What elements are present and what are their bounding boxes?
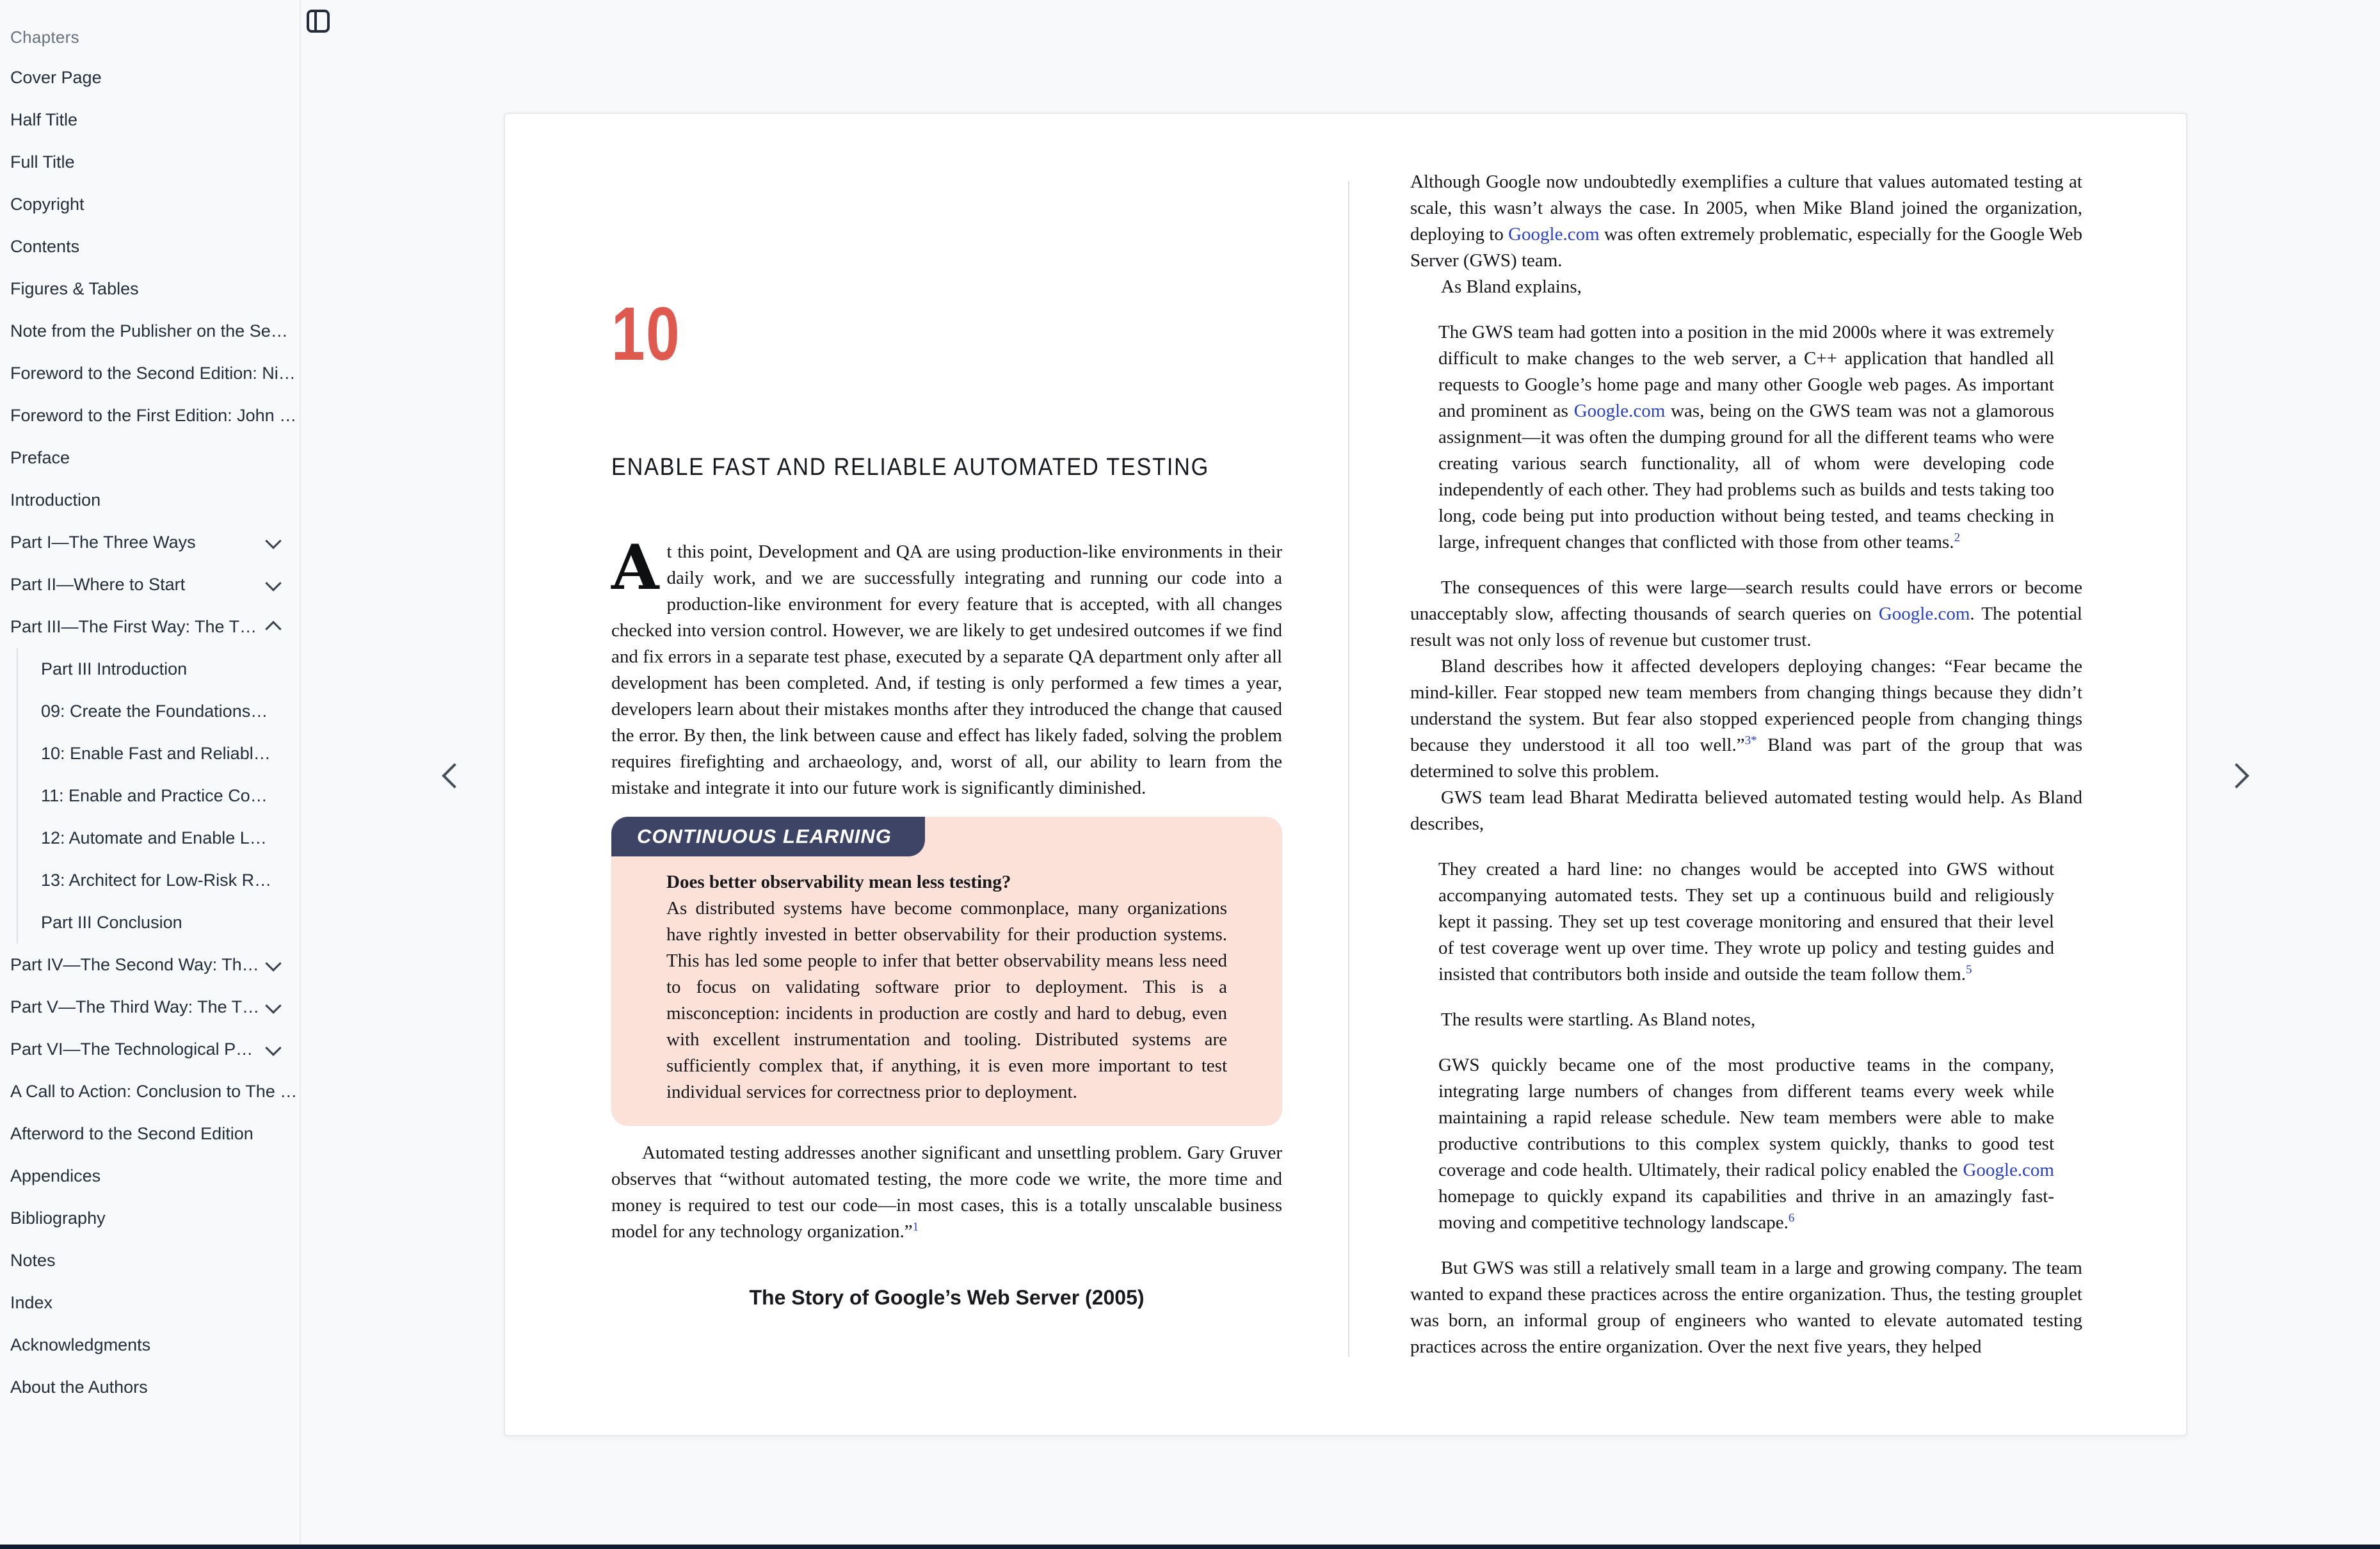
sidebar-item-label: Contents xyxy=(10,236,80,256)
chapter-number: 10 xyxy=(611,292,681,376)
sidebar-item[interactable] xyxy=(0,1112,300,1155)
sidebar-item[interactable] xyxy=(17,732,300,774)
sidebar-item[interactable] xyxy=(0,141,300,183)
sidebar-item[interactable] xyxy=(0,225,300,268)
chapters-sidebar xyxy=(0,0,301,1545)
chevron-down-icon xyxy=(265,1039,281,1055)
sidebar-item[interactable] xyxy=(0,1155,300,1197)
googlecom-link[interactable]: Google.com xyxy=(1963,1160,2054,1180)
chevron-down-icon xyxy=(265,955,281,971)
sidebar-item[interactable] xyxy=(0,183,300,225)
bottom-bar xyxy=(0,1545,2380,1549)
next-page-button[interactable] xyxy=(2217,757,2256,795)
sidebar-item[interactable] xyxy=(0,986,300,1028)
sidebar-item[interactable] xyxy=(0,352,300,394)
sidebar-item[interactable] xyxy=(0,1281,300,1324)
footnote-ref[interactable]: 6 xyxy=(1788,1211,1795,1225)
sidebar-item-label: Afterword to the Second Edition xyxy=(10,1123,253,1143)
page-right-column xyxy=(1410,169,2082,1360)
sidebar-item[interactable] xyxy=(0,1324,300,1366)
sidebar-item[interactable] xyxy=(0,606,300,648)
sidebar-item-label: 12: Automate and Enable L… xyxy=(41,828,267,847)
sidebar-item-label: Acknowledgments xyxy=(10,1335,151,1354)
continuous-learning-box xyxy=(611,817,1282,1126)
sidebar-item-label: About the Authors xyxy=(10,1377,148,1397)
book-page-card xyxy=(504,113,2187,1436)
sidebar-item-label: Half Title xyxy=(10,109,78,129)
chevron-up-icon xyxy=(265,621,281,637)
sidebar-item-label: Note from the Publisher on the Se… xyxy=(10,321,288,341)
body-paragraph: But GWS was still a relatively small team in a large and growing company. The team wanted to expand these practices across the entire organization. Thus, the testing grouplet was born, an informal group of engineers who wanted to elevate automated testing practices across the entire organization. Over the next five years, they helped xyxy=(1410,1258,2082,1357)
chevron-down-icon xyxy=(265,997,281,1013)
sidebar-item-label: Appendices xyxy=(10,1166,101,1185)
sidebar-item-label: Bibliography xyxy=(10,1208,106,1228)
panel-left-icon xyxy=(307,10,330,33)
sidebar-item-label: Copyright xyxy=(10,194,84,214)
page-left-column xyxy=(611,114,1282,1327)
drop-cap: A xyxy=(611,531,659,604)
sidebar-item[interactable] xyxy=(0,479,300,521)
googlecom-link[interactable]: Google.com xyxy=(1508,224,1600,245)
sidebar-item[interactable] xyxy=(17,859,300,901)
sidebar-item[interactable] xyxy=(0,521,300,563)
footnote-ref[interactable]: 2 xyxy=(1954,531,1961,545)
sidebar-item-label: 13: Architect for Low-Risk R… xyxy=(41,870,272,890)
body-paragraph: As Bland explains, xyxy=(1441,277,1582,297)
body-paragraph: The consequences of this were large—search results could have errors or become unacceptably slow, affecting thousands of search queries on Google.com. The potential result was not only loss of revenue but customer trust. xyxy=(1410,577,2082,650)
sidebar-item-label: Part V—The Third Way: The T… xyxy=(10,997,260,1016)
section-heading: The Story of Google’s Web Server (2005) xyxy=(749,1286,1145,1309)
continuous-learning-label: CONTINUOUS LEARNING xyxy=(611,817,925,856)
callout-heading: Does better observability mean less testing? xyxy=(666,872,1011,892)
sidebar-item[interactable] xyxy=(17,901,300,943)
sidebar-item-label: Part III Conclusion xyxy=(41,912,182,932)
body-paragraph: At this point, Development and QA are using production-like environments in their daily work, and we are successfully integrating and running our code into a production-like environment for every feature that is accepted, with all changes checked into version control. However, we are likely to get undesired outcomes if we find and fix errors in a separate test phase, executed by a separate QA department only after all development has been completed. And, if testing is only performed a few times a year, developers learn about their mistakes months after they introduced the change that caused the error. By then, the link between cause and effect has likely faded, solving the problem requires firefighting and archaeology, and, worst of all, our ability to learn from the mistake and integrate it into our future work is significantly diminished. xyxy=(611,531,1282,798)
sidebar-item-label: A Call to Action: Conclusion to The … xyxy=(10,1081,298,1101)
sidebar-item[interactable] xyxy=(17,648,300,690)
sidebar-item[interactable] xyxy=(0,394,300,437)
sidebar-item[interactable] xyxy=(17,774,300,817)
sidebar-item[interactable] xyxy=(0,943,300,986)
sidebar-item-label: Full Title xyxy=(10,152,75,172)
sidebar-item-label: 09: Create the Foundations… xyxy=(41,701,268,721)
sidebar-item[interactable] xyxy=(0,1028,300,1070)
sidebar-item[interactable] xyxy=(0,268,300,310)
chapter-title: ENABLE FAST AND RELIABLE AUTOMATED TESTING xyxy=(611,454,1210,481)
sidebar-item-label: Part II—Where to Start xyxy=(10,574,186,594)
sidebar-item[interactable] xyxy=(0,437,300,479)
sidebar-item[interactable] xyxy=(0,56,300,99)
sidebar-item[interactable] xyxy=(0,563,300,606)
sidebar-item-label: Part VI—The Technological P… xyxy=(10,1039,253,1059)
sidebar-item-label: Preface xyxy=(10,447,70,467)
sidebar-item[interactable] xyxy=(0,1366,300,1408)
sidebar-item[interactable] xyxy=(0,1197,300,1239)
block-quote: GWS quickly became one of the most productive teams in the company, integrating large numbers of changes from different teams every week while maintaining a rapid release schedule. New team members were able to make productive contributions to this complex system quickly, thanks to good test coverage and code health. Ultimately, their radical policy enabled the Google.com homepage to quickly expand its capabilities and thrive in an amazingly fast-moving and competitive technology landscape.$^6$ xyxy=(1438,1055,2054,1233)
body-paragraph: Automated testing addresses another significant and unsettling problem. Gary Gruver observes that “without automated testing, the more code we write, the more time and money is required to test our code—in most cases, this is a totally unscalable business model for any technology organization.”$^1$ xyxy=(611,1143,1282,1242)
sidebar-item-label: Part III—The First Way: The T… xyxy=(10,616,257,636)
sidebar-item[interactable] xyxy=(0,99,300,141)
chevron-left-icon xyxy=(442,763,467,789)
sidebar-item-label: Cover Page xyxy=(10,67,102,87)
body-paragraph: Bland describes how it affected developers deploying changes: “Fear became the mind-killer. Fear stopped new team members from changing things because they didn’t understand the system. But fear also stopped experienced people from changing things because they understood it all too well.”$^{3*}$ Bland was part of the group that was determined to solve this problem. xyxy=(1410,656,2082,782)
sidebar-item[interactable] xyxy=(0,1239,300,1281)
sidebar-item[interactable] xyxy=(17,690,300,732)
sidebar-item-label: Notes xyxy=(10,1250,56,1270)
footnote-ref[interactable]: 5 xyxy=(1965,963,1972,977)
sidebar-title: Chapters xyxy=(10,27,79,47)
sidebar-item-label: Part III Introduction xyxy=(41,659,188,678)
sidebar-item-label: Foreword to the Second Edition: Ni… xyxy=(10,363,296,383)
sidebar-item[interactable] xyxy=(0,1070,300,1112)
chevron-right-icon xyxy=(2224,763,2249,789)
sidebar-item-label: Figures & Tables xyxy=(10,278,139,298)
sidebar-item-label: 10: Enable Fast and Reliabl… xyxy=(41,743,271,763)
sidebar-item-label: Foreword to the First Edition: John … xyxy=(10,405,297,425)
body-paragraph: The results were startling. As Bland notes, xyxy=(1441,1009,1756,1030)
sidebar-toggle-button[interactable] xyxy=(307,8,334,35)
chevron-down-icon xyxy=(265,575,281,591)
previous-page-button[interactable] xyxy=(435,757,474,795)
chapter-list xyxy=(0,56,300,1408)
body-paragraph: Although Google now undoubtedly exemplifies a culture that values automated testing at scale, this wasn’t always the case. In 2005, when Mike Bland joined the organization, deploying to Google.com was often extremely problematic, especially for the Google Web Server (GWS) team. xyxy=(1410,172,2082,271)
footnote-ref[interactable]: 1 xyxy=(912,1220,919,1234)
block-quote: They created a hard line: no changes would be accepted into GWS without accompanying automated tests. They set up a continuous build and religiously kept it passing. They set up test coverage monitoring and ensured that their level of test coverage went up over time. They wrote up policy and testing guides and insisted that contributors both inside and outside the team follow them.$^5$ xyxy=(1438,859,2054,984)
sidebar-item[interactable] xyxy=(17,817,300,859)
callout-body: As distributed systems have become commonplace, many organizations have rightly invested in better observability for their production systems. This has led some people to infer that better observability means less need to focus on validating software prior to deployment. This is a misconception: incidents in production are costly and hard to debug, even with excellent instrumentation and tooling. Distributed systems are sufficiently complex that, if anything, it is even more important to test individual services for correctness prior to deployment. xyxy=(666,898,1227,1102)
googlecom-link[interactable]: Google.com xyxy=(1573,401,1666,421)
sidebar-item-label: 11: Enable and Practice Co… xyxy=(41,785,268,805)
sidebar-item[interactable] xyxy=(0,310,300,352)
sidebar-item-label: Introduction xyxy=(10,490,101,510)
sidebar-item-label: Index xyxy=(10,1292,53,1312)
column-divider xyxy=(1348,181,1349,1357)
chevron-down-icon xyxy=(265,533,281,549)
body-paragraph: GWS team lead Bharat Mediratta believed automated testing would help. As Bland describes, xyxy=(1410,787,2082,834)
block-quote: The GWS team had gotten into a position in the mid 2000s where it was extremely difficult to make changes to the web server, a C++ application that handled all requests to Google’s home page and many other Google web pages. As important and prominent as Google.com was, being on the GWS team was not a glamorous assignment—it was often the dumping ground for all the different teams who were creating various search functionality, all of whom were developing code independently of each other. They had problems such as builds and tests taking too long, code being put into production without being tested, and teams checking in large, infrequent changes that conflicted with those from other teams.$^2$ xyxy=(1438,322,2055,552)
sidebar-item-label: Part I—The Three Ways xyxy=(10,532,196,552)
sidebar-item-label: Part IV—The Second Way: Th… xyxy=(10,954,259,974)
googlecom-link[interactable]: Google.com xyxy=(1878,604,1970,624)
footnote-ref[interactable]: 3* xyxy=(1744,734,1757,748)
